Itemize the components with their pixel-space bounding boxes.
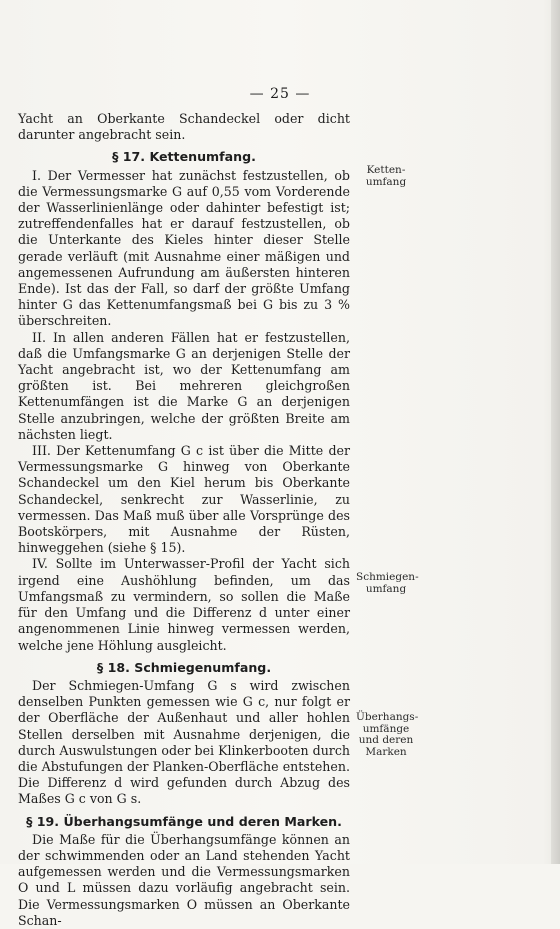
- section-17-paragraph-2: II. In allen anderen Fällen hat er festzustellen, daß die Umfangsmarke G an derjenigen Stelle der Yacht angebracht ist, wo der Kettenumfang am größten ist. Bei mehreren gleichgroßen Kettenumfängen ist die Marke G an derjenigen Stelle anzubringen, welche der größten Breite am nächsten liegt.: [18, 329, 350, 442]
- margin-note-schmiegenumfang: Schmiegen-umfang: [356, 571, 419, 595]
- section-17-paragraph-1: I. Der Vermesser hat zunächst festzustellen, ob die Vermessungsmarke G auf 0,55 vom Vorderende der Wasserlinienlänge oder dahinter befestigt ist; zutreffendenfalles hat er darauf festzustellen, ob die Unterkante des Kieles hinter dieser Stelle gerade verläuft (mit Ausnahme einer mäßigen und angemessenen Aufrundung am äußersten hinteren Ende). Ist das der Fall, so darf der größte Umfang hinter G das Kettenumfangsmaß bei G bis zu 3 % überschreiten.: [18, 167, 350, 329]
- section-18-paragraph-1: Der Schmiegen-Umfang G s wird zwischen denselben Punkten gemessen wie G c, nur folgt er der Oberfläche der Außenhaut und aller hohlen Stellen derselben mit Ausnahme derjenigen, die durch Auswulstungen oder bei Klinkerbooten durch die Abstufungen der Planken-Oberfläche entstehen. Die Differenz d wird gefunden durch Abzug des Maßes G c von G s.: [18, 677, 350, 807]
- body-text: [18, 111, 350, 929]
- section-17-paragraph-3: III. Der Kettenumfang G c ist über die Mitte der Vermessungsmarke G hinweg von Oberkante Schandeckel um den Kiel herum bis Oberkante Schandeckel, senkrecht zur Wasserlinie, zu vermessen. Das Maß muß über alle Vorsprünge des Bootskörpers, mit Ausnahme der Rüsten, hinweggehen (siehe § 15).: [18, 443, 350, 556]
- section-17-heading: § 17. Kettenumfang.: [112, 149, 256, 165]
- section-18-heading: § 18. Schmiegenumfang.: [96, 659, 272, 675]
- section-19-paragraph-1: Die Maße für die Überhangsumfänge können an der schwimmenden oder an Land stehenden Yacht aufgemessen werden und die Vermessungsmarken O und L müssen dazu vorläufig angebracht sein. Die Vermessungsmarken O müssen an Oberkante Schan-: [18, 831, 350, 928]
- margin-note-kettenumfang: Ketten-umfang: [365, 164, 407, 188]
- section-17-paragraph-4: IV. Sollte im Unterwasser-Profil der Yacht sich irgend eine Aushöhlung befinden, um das Umfangsmaß zu vermindern, so sollen die Maße für den Umfang und die Differenz d unter einer angenommenen Linie hinweg vermessen werden, welche jene Höhlung ausgleicht.: [18, 556, 350, 653]
- section-19-heading: § 19. Überhangsumfänge und deren Marken.: [26, 813, 342, 829]
- page-edge: [551, 0, 560, 864]
- page-number: — 25 —: [249, 86, 311, 102]
- margin-note-ueberhangsumfaenge: Überhangs-umfänge und deren Marken: [356, 711, 419, 758]
- intro-paragraph: Yacht an Oberkante Schandeckel oder dicht darunter angebracht sein.: [18, 111, 350, 143]
